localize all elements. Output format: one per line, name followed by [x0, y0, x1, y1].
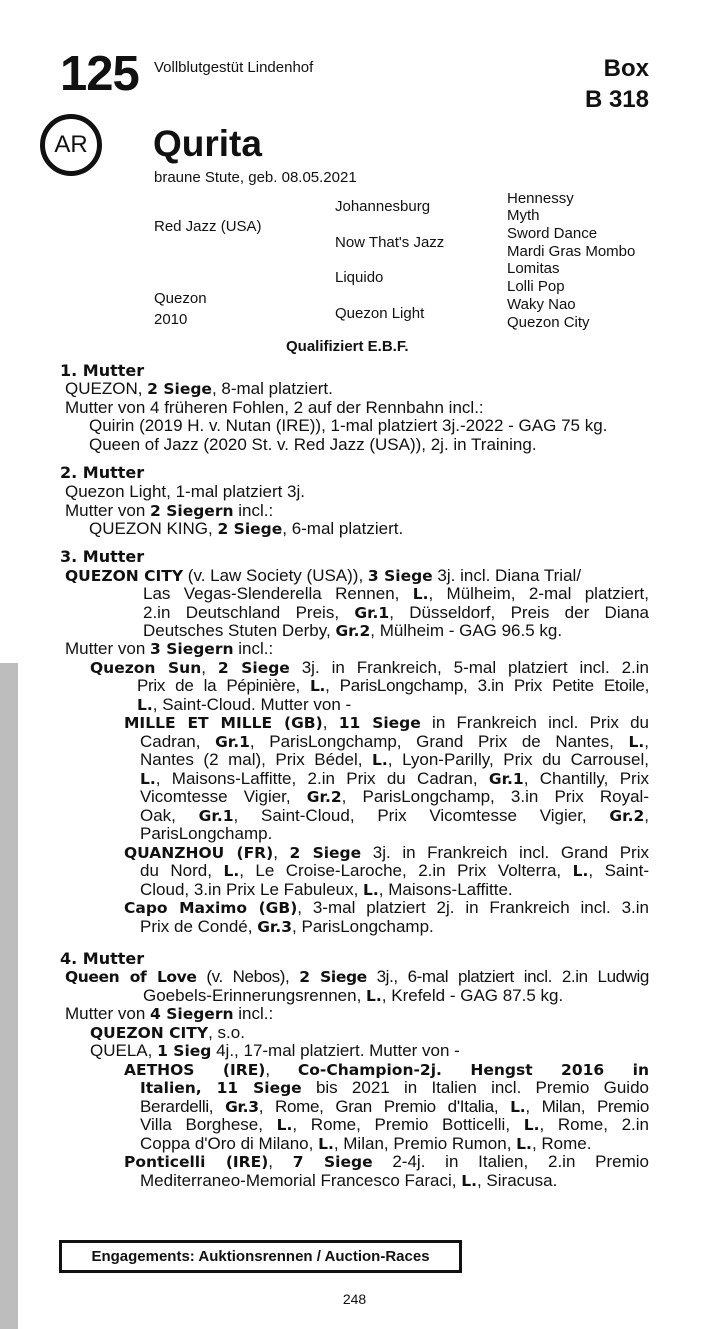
- text: QUEZON KING,: [89, 519, 218, 538]
- produce-item: [90, 1042, 460, 1060]
- qualifier-note: Qualifiziert E.B.F.: [286, 338, 409, 355]
- wins: 2 Siege: [217, 520, 283, 538]
- record-line: [137, 696, 351, 714]
- horse-name: Qurita: [153, 123, 262, 164]
- wins: 7 Siege: [292, 1153, 373, 1171]
- race-grade: L.: [461, 1172, 477, 1190]
- race-grade: L.: [412, 585, 429, 603]
- race-grade: Gr.2: [609, 807, 645, 825]
- record-line: [140, 1116, 649, 1134]
- pedigree-gen3: Waky Nao: [507, 296, 576, 313]
- text: bis 2021 in Italien incl. Premio Guido: [301, 1078, 649, 1097]
- lot-number: 125: [60, 47, 139, 101]
- text: , Milan, Premio Rumon,: [333, 1134, 517, 1153]
- wins: 2 Siege: [289, 844, 362, 862]
- text: du Nord,: [140, 861, 224, 880]
- text: incl.:: [233, 501, 274, 520]
- produce-item: Queen of Jazz (2020 St. v. Red Jazz (USA)), 2j. in Training.: [89, 435, 537, 454]
- race-grade: Gr.1: [488, 770, 524, 788]
- text: incl.:: [233, 639, 274, 658]
- section-heading: 1. Mutter: [60, 361, 145, 380]
- text: Las Vegas-Slenderella Rennen,: [143, 584, 413, 603]
- text: , Chantilly, Prix: [523, 769, 649, 788]
- text: in Frankreich incl. Prix du: [420, 713, 650, 732]
- text: , 8-mal platziert.: [211, 379, 333, 398]
- dam-record: [65, 380, 333, 398]
- ar-badge-text: AR: [54, 131, 88, 158]
- produce-summary: [65, 1005, 273, 1023]
- title: Italien, 11 Siege: [140, 1079, 302, 1097]
- text: ,: [644, 806, 649, 825]
- record-line: [137, 677, 649, 695]
- produce-item: [124, 1153, 649, 1171]
- text: (v. Nebos),: [196, 967, 300, 986]
- record-line: [140, 1079, 649, 1097]
- text: Vicomtesse Vigier,: [140, 787, 307, 806]
- dam-record: Quezon Light, 1-mal platziert 3j.: [65, 482, 306, 501]
- text: , Siracusa.: [476, 1171, 558, 1190]
- record-line: [140, 1098, 649, 1116]
- text: , Rome, 2.in: [539, 1115, 650, 1134]
- record-line: [140, 733, 649, 751]
- text: Berardelli,: [140, 1097, 226, 1116]
- horse: QUEZON CITY: [65, 567, 184, 585]
- text: 3j. incl. Diana Trial/: [432, 566, 582, 585]
- race-grade: L.: [516, 1135, 532, 1153]
- text: , Mülheim - GAG 96.5 kg.: [370, 621, 563, 640]
- text: , Milan, Premio: [525, 1097, 649, 1116]
- text: QUELA,: [90, 1041, 158, 1060]
- produce-item: [124, 1061, 649, 1079]
- horse: Quezon Sun: [90, 659, 202, 677]
- text: Coppa d'Oro di Milano,: [140, 1134, 319, 1153]
- record-line: [140, 1135, 591, 1153]
- wins: 1 Sieg: [157, 1042, 212, 1060]
- winners: 2 Siegern: [150, 502, 234, 520]
- dam-record: [65, 567, 581, 585]
- race-grade: L.: [276, 1116, 293, 1134]
- text: , Lyon-Parilly, Prix du Carrousel,: [387, 750, 649, 769]
- pedigree-gen3: Lolli Pop: [507, 278, 565, 295]
- record-line: [140, 881, 513, 899]
- record-line: [143, 987, 563, 1005]
- produce-item: [89, 520, 403, 538]
- pedigree-dam: Quezon: [154, 290, 207, 307]
- race-grade: L.: [572, 862, 589, 880]
- pedigree-sire: Red Jazz (USA): [154, 218, 262, 235]
- wins: 2 Siege: [147, 380, 212, 398]
- text: , Saint-Cloud, Prix Vicomtesse Vigier,: [233, 806, 610, 825]
- text: Mutter von: [65, 639, 151, 658]
- breeder-name: Vollblutgestüt Lindenhof: [154, 59, 314, 76]
- text: , ParisLongchamp, 3.in Prix Royal-: [341, 787, 649, 806]
- text: , Maisons-Laffitte.: [378, 880, 513, 899]
- race-grade: L.: [372, 751, 388, 769]
- page-number: 248: [342, 1291, 367, 1307]
- race-grade: L.: [363, 881, 379, 899]
- text: , ParisLongchamp, Grand Prix de Nantes,: [249, 732, 629, 751]
- pedigree-gen2: Quezon Light: [335, 305, 425, 322]
- horse: Capo Maximo (GB): [124, 899, 298, 917]
- text: , Krefeld - GAG 87.5 kg.: [381, 986, 564, 1005]
- pedigree-gen2: Johannesburg: [335, 198, 431, 215]
- section-heading: 4. Mutter: [60, 949, 145, 968]
- engagements-label: Engagements: Auktionsrennen / Auction-Races: [91, 1248, 430, 1265]
- text: Mediterraneo-Memorial Francesco Faraci,: [140, 1171, 462, 1190]
- text: , 6-mal platziert.: [282, 519, 404, 538]
- text: ,: [268, 1152, 293, 1171]
- text: , s.o.: [208, 1023, 245, 1042]
- wins: 2 Siege: [299, 968, 367, 986]
- record-line: [140, 862, 649, 880]
- produce-summary: Mutter von 4 früheren Fohlen, 2 auf der Rennbahn incl.:: [65, 398, 484, 417]
- wins: 3 Siege: [367, 567, 433, 585]
- record-line: [140, 918, 434, 936]
- dam-record: [65, 968, 649, 986]
- horse: Queen of Love: [65, 968, 197, 986]
- text: , Düsseldorf, Preis der Diana: [389, 603, 649, 622]
- horse-description: braune Stute, geb. 08.05.2021: [154, 169, 357, 186]
- race-grade: L.: [309, 677, 326, 695]
- title: Co-Champion-2j. Hengst 2016 in: [297, 1061, 649, 1079]
- text: 2.in Deutschland Preis,: [143, 603, 355, 622]
- text: ,: [644, 732, 649, 751]
- pedigree-gen2: Liquido: [335, 269, 384, 286]
- race-grade: Gr.1: [215, 733, 250, 751]
- pedigree-gen3: Sword Dance: [507, 225, 598, 242]
- text: Goebels-Erinnerungsrennen,: [143, 986, 367, 1005]
- text: , Maisons-Laffitte, 2.in Prix du Cadran,: [155, 769, 489, 788]
- race-grade: Gr.2: [306, 788, 342, 806]
- produce-item: [90, 1024, 245, 1042]
- record-line: [140, 1172, 557, 1190]
- text: , Le Croise-Laroche, 2.in Prix Volterra,: [239, 861, 573, 880]
- text: , Saint-: [588, 861, 649, 880]
- text: ,: [273, 843, 290, 862]
- winners: 3 Siegern: [150, 640, 234, 658]
- record-line: [143, 622, 562, 640]
- wins: 2 Siege: [217, 659, 290, 677]
- race-grade: L.: [137, 696, 153, 714]
- race-grade: Gr.1: [198, 807, 234, 825]
- race-grade: Gr.3: [225, 1098, 259, 1116]
- box-number: B 318: [584, 86, 649, 113]
- pedigree-dam-year: 2010: [154, 311, 188, 328]
- box-info: [585, 53, 649, 115]
- race-grade: L.: [223, 862, 240, 880]
- horse: Ponticelli (IRE): [124, 1153, 269, 1171]
- text: , Rome, Gran Premio d'Italia,: [258, 1097, 511, 1116]
- text: Oak,: [140, 806, 199, 825]
- record-line: [140, 751, 649, 769]
- text: Cloud, 3.in Prix Le Fabuleux,: [140, 880, 364, 899]
- text: Nantes (2 mal), Prix Bédel,: [140, 750, 373, 769]
- record-line: [143, 585, 649, 603]
- produce-summary: [65, 640, 273, 658]
- section-heading: 2. Mutter: [60, 463, 145, 482]
- engagements-box: [59, 1240, 462, 1273]
- produce-summary: [65, 502, 273, 520]
- text: 4j., 17-mal platziert. Mutter von -: [211, 1041, 460, 1060]
- produce-item: [124, 899, 649, 917]
- pedigree-gen2: Now That's Jazz: [335, 234, 445, 251]
- text: ,: [322, 713, 339, 732]
- horse: AETHOS (IRE): [124, 1061, 266, 1079]
- winners: 4 Siegern: [150, 1005, 234, 1023]
- page-edge-strip: [0, 663, 18, 1329]
- record-line: [140, 770, 649, 788]
- horse: QUEZON CITY: [90, 1024, 209, 1042]
- race-grade: L.: [523, 1116, 540, 1134]
- text: Mutter von: [65, 501, 151, 520]
- race-grade: Gr.1: [354, 604, 390, 622]
- pedigree-gen3: Myth: [507, 207, 540, 224]
- record-line: [143, 604, 649, 622]
- text: Cadran,: [140, 732, 216, 751]
- race-grade: Gr.2: [335, 622, 371, 640]
- text: Prix de la Pépinière,: [137, 676, 310, 695]
- text: , ParisLongchamp.: [292, 917, 434, 936]
- race-grade: L.: [628, 733, 645, 751]
- produce-item: [90, 659, 649, 677]
- section-heading: 3. Mutter: [60, 547, 145, 566]
- pedigree-gen3: Mardi Gras Mombo: [507, 243, 636, 260]
- text: QUEZON,: [65, 379, 148, 398]
- text: 3j. in Frankreich incl. Grand Prix: [361, 843, 649, 862]
- text: , Saint-Cloud. Mutter von -: [152, 695, 352, 714]
- produce-item: [124, 714, 649, 732]
- box-label: Box: [603, 55, 649, 82]
- produce-item: Quirin (2019 H. v. Nutan (IRE)), 1-mal platziert 3j.-2022 - GAG 75 kg.: [89, 416, 608, 435]
- record-line: [140, 788, 649, 806]
- wins: 11 Siege: [338, 714, 421, 732]
- text: Prix de Condé,: [140, 917, 258, 936]
- text: 3j. in Frankreich, 5-mal platziert incl. 2.in: [289, 658, 649, 677]
- ar-badge-icon: [40, 114, 102, 176]
- produce-item: [124, 844, 649, 862]
- text: ,: [201, 658, 218, 677]
- pedigree-gen3: Lomitas: [507, 260, 560, 277]
- text: ,: [265, 1060, 298, 1079]
- text: , ParisLongchamp, 3.in Prix Petite Etoile,: [325, 676, 649, 695]
- record-line: [140, 807, 649, 825]
- text: 2-4j. in Italien, 2.in Premio: [372, 1152, 650, 1171]
- text: Deutsches Stuten Derby,: [143, 621, 336, 640]
- text: Mutter von: [65, 1004, 151, 1023]
- text: , 3-mal platziert 2j. in Frankreich incl. 3.in: [297, 898, 649, 917]
- race-grade: L.: [318, 1135, 334, 1153]
- horse: MILLE ET MILLE (GB): [124, 714, 323, 732]
- text: incl.:: [233, 1004, 274, 1023]
- text: 3j., 6-mal platziert incl. 2.in Ludwig: [366, 967, 649, 986]
- race-grade: L.: [510, 1098, 526, 1116]
- text: , Rome.: [531, 1134, 592, 1153]
- pedigree-gen3: Hennessy: [507, 190, 574, 207]
- text: Villa Borghese,: [140, 1115, 277, 1134]
- record-line: ParisLongchamp.: [140, 824, 273, 843]
- race-grade: Gr.3: [257, 918, 293, 936]
- text: (v. Law Society (USA)),: [183, 566, 368, 585]
- race-grade: L.: [140, 770, 156, 788]
- race-grade: L.: [366, 987, 382, 1005]
- horse: QUANZHOU (FR): [124, 844, 274, 862]
- pedigree-gen3: Quezon City: [507, 314, 590, 331]
- text: , Rome, Premio Botticelli,: [292, 1115, 524, 1134]
- text: , Mülheim, 2-mal platziert,: [428, 584, 649, 603]
